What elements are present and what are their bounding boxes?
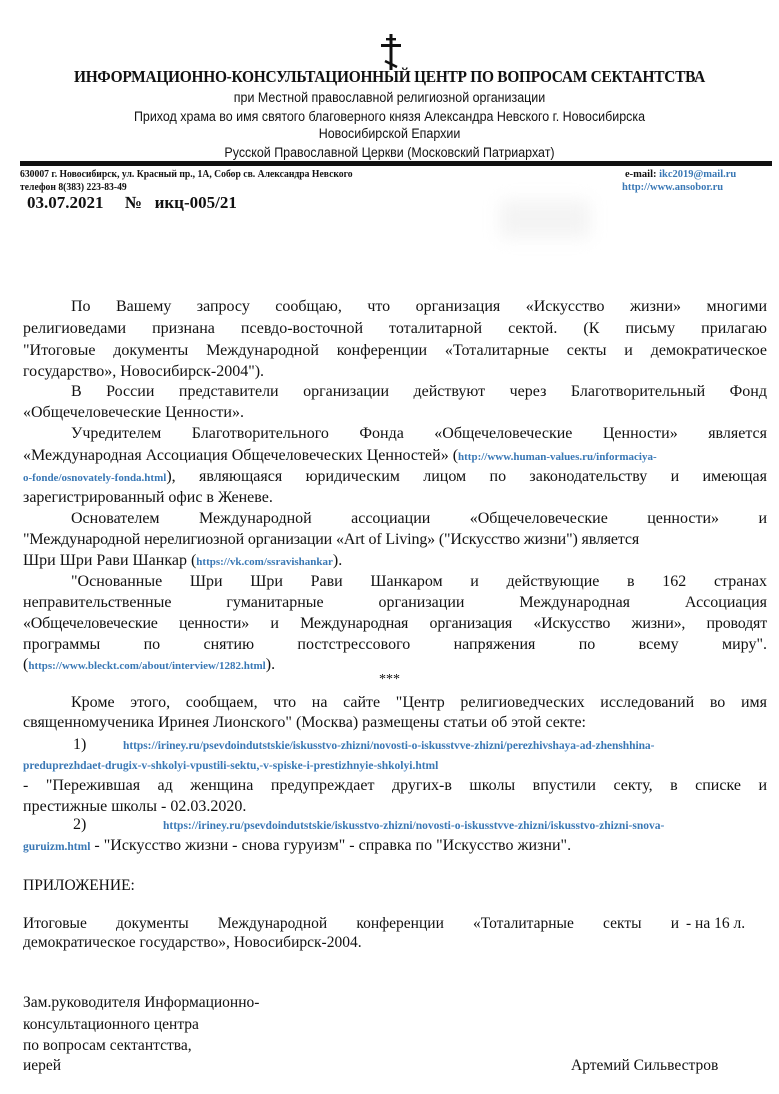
human-values-link[interactable]: http://www.human-values.ru/informaciya- bbox=[458, 451, 657, 463]
paragraph-line: "Итоговые документы Международной конференции «Тоталитарные секты и демократическое bbox=[23, 342, 767, 359]
letterhead-line: Новосибирской Епархии bbox=[318, 126, 461, 141]
paragraph-line bbox=[23, 467, 767, 488]
paragraph-line bbox=[23, 551, 767, 572]
paragraph-line: государство», Новосибирск-2004"). bbox=[23, 363, 265, 380]
document-date: 03.07.2021 bbox=[27, 193, 104, 212]
appendix-item-cont: демократическое государство», Новосибирск-2004. bbox=[23, 934, 362, 951]
letterhead-line: Русской Православной Церкви (Московский Патриархат) bbox=[224, 145, 555, 160]
paragraph-text: «Международная Ассоциация Общечеловеческих Ценностей» ( bbox=[23, 447, 459, 464]
scan-smudge bbox=[500, 200, 590, 238]
paragraph-line: религиоведами признана псевдо-восточной тоталитарной сектой. (К письму прилагаю bbox=[23, 320, 767, 337]
vk-link[interactable]: https://vk.com/ssravishankar bbox=[196, 556, 333, 568]
signatory-name: Артемий Сильвестров bbox=[571, 1057, 719, 1074]
bleckt-link[interactable]: https://www.bleckt.com/about/interview/1282.html bbox=[28, 660, 266, 672]
organization-title: ИНФОРМАЦИОННО-КОНСУЛЬТАЦИОННЫЙ ЦЕНТР ПО ВОПРОСАМ СЕКТАНТСТВА bbox=[73, 67, 706, 86]
paragraph-line: По Вашему запросу сообщаю, что организация «Искусство жизни» многими bbox=[71, 298, 767, 315]
signatory-title: по вопросам сектантства, bbox=[23, 1037, 192, 1054]
iriney-link-1[interactable]: https://iriney.ru/psevdoindutstskie/iskusstvo-zhizni/novosti-o-iskusstvve-zhizni/perezhivshaya-ad-zhenshhina- bbox=[123, 740, 655, 752]
paragraph-line: Учредителем Благотворительного Фонда «Общечеловеческие Ценности» является bbox=[71, 425, 767, 442]
email-line bbox=[625, 168, 736, 181]
list-item-description: престижные школы - 02.03.2020. bbox=[23, 798, 247, 815]
appendix-heading: ПРИЛОЖЕНИЕ: bbox=[23, 877, 135, 894]
letterhead-line: Приход храма во имя святого благоверного князя Александра Невского г. Новосибирска bbox=[133, 109, 646, 124]
header-divider bbox=[20, 161, 772, 166]
section-separator: *** bbox=[379, 672, 400, 687]
paragraph-text: ). bbox=[332, 552, 343, 569]
paragraph-line: неправительственные гуманитарные организации Международная Ассоциация bbox=[23, 594, 767, 611]
list-item-description: - "Искусство жизни - снова гуруизм" - справка по "Искусство жизни". bbox=[90, 837, 572, 854]
paragraph-line: "Международной нерелигиозной организации «Art of Living» ("Искусство жизни") является bbox=[23, 531, 640, 548]
paragraph-line: В России представители организации действуют через Благотворительный Фонд bbox=[71, 383, 767, 400]
address: 630007 г. Новосибирск, ул. Красный пр., 1А, Собор св. Александра Невского bbox=[20, 169, 353, 180]
iriney-link-2[interactable]: https://iriney.ru/psevdoindutstskie/iskusstvo-zhizni/novosti-o-iskusstvve-zhizni/iskusstvo-zhizni-snova- bbox=[163, 820, 665, 832]
paragraph-line: зарегистрированный офис в Женеве. bbox=[23, 489, 273, 506]
paragraph-line: Кроме этого, сообщаем, что на сайте "Центр религиоведческих исследований во имя bbox=[71, 694, 767, 711]
list-number: 2) bbox=[73, 816, 87, 833]
paragraph-text: ), являющаяся юридическим лицом по законодательству и имеющая bbox=[166, 468, 767, 485]
phone: телефон 8(383) 223-83-49 bbox=[20, 182, 127, 193]
website-link[interactable]: http://www.ansobor.ru bbox=[622, 182, 724, 193]
paragraph-text: ( bbox=[23, 656, 29, 673]
paragraph-text: ). bbox=[265, 656, 276, 673]
email-link[interactable]: ikc2019@mail.ru bbox=[659, 169, 737, 180]
signatory-rank: иерей bbox=[23, 1057, 62, 1074]
paragraph-line: Основателем Международной ассоциации «Общечеловеческие ценности» и bbox=[71, 510, 767, 527]
email-label: e-mail: bbox=[625, 169, 660, 180]
paragraph-line: «Общечеловеческие ценности» и Международная организация «Искусство жизни», проводят bbox=[23, 615, 767, 632]
paragraph-line: «Общечеловеческие Ценности». bbox=[23, 404, 244, 421]
paragraph-text: Шри Шри Рави Шанкар ( bbox=[23, 552, 197, 569]
document-number: икц-005/21 bbox=[154, 193, 237, 212]
paragraph-line bbox=[23, 446, 767, 467]
orthodox-cross-icon bbox=[378, 34, 404, 70]
list-item-line bbox=[23, 836, 767, 857]
number-sign: № bbox=[124, 193, 142, 212]
signatory-title: Зам.руководителя Информационно- bbox=[23, 994, 260, 1011]
appendix-pages: - на 16 л. bbox=[686, 915, 746, 932]
human-values-link-cont[interactable]: o-fonde/osnovately-fonda.html bbox=[23, 472, 167, 484]
paragraph-line: священномученика Иринея Лионского" (Москва) размещены статьи об этой секте: bbox=[23, 714, 586, 731]
iriney-link-2-cont[interactable]: guruizm.html bbox=[23, 841, 91, 853]
signatory-title: консультационного центра bbox=[23, 1016, 199, 1033]
iriney-link-1-cont[interactable]: preduprezhdaet-drugix-v-shkolyi-vpustili-sektu,-v-spiske-i-prestizhnyie-shkolyi.html bbox=[23, 760, 439, 772]
document-number-line bbox=[27, 193, 237, 213]
paragraph-line: программы по снятию постстрессового напряжения по всему миру". bbox=[23, 636, 767, 653]
appendix-item: Итоговые документы Международной конференции «Тоталитарные секты и bbox=[23, 915, 679, 932]
list-item-description: - "Пережившая ад женщина предупреждает других-в школы впустили секту, в списке и bbox=[23, 777, 767, 794]
letterhead-line: при Местной православной религиозной организации bbox=[233, 90, 546, 105]
list-number: 1) bbox=[73, 736, 87, 753]
paragraph-line: "Основанные Шри Шри Рави Шанкаром и действующие в 162 странах bbox=[71, 573, 767, 590]
